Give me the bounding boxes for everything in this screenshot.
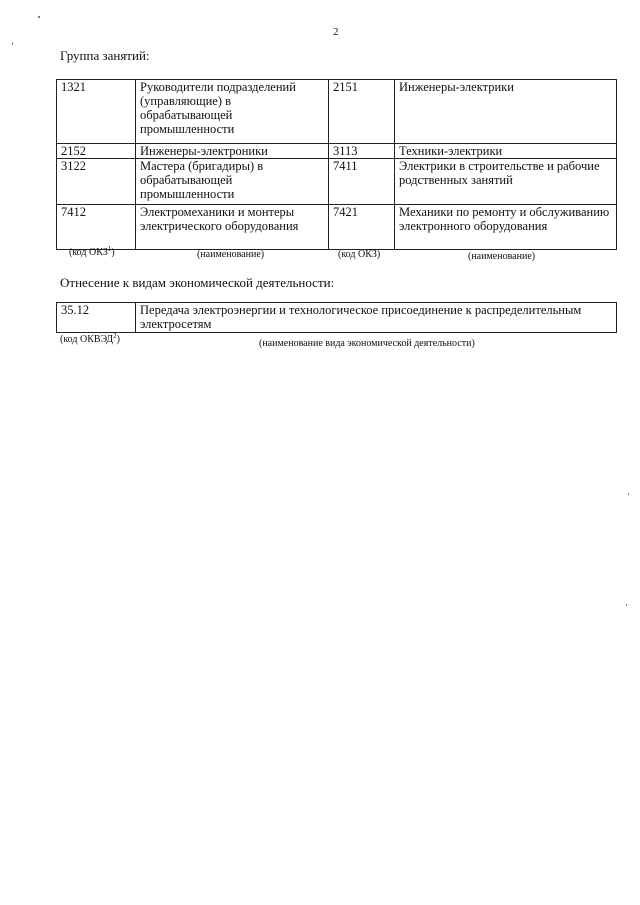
- occupation-name-cell: Инженеры-электрики: [395, 80, 617, 144]
- okz-code-cell: 3122: [57, 159, 136, 205]
- table-row: [57, 159, 617, 205]
- activity-name-caption: (наименование вида экономической деятельности): [259, 338, 475, 349]
- economic-activity-title: Отнесение к видам экономической деятельности:: [60, 275, 335, 290]
- name-caption: (наименование): [197, 249, 265, 260]
- scan-speck: [628, 493, 629, 495]
- occupation-group-title: Группа занятий:: [60, 48, 150, 63]
- okz-code-caption: (код ОКЗ): [338, 249, 381, 260]
- occupation-name-cell: Мастера (бригадиры) в обрабатывающей промышленности: [136, 159, 329, 205]
- okz-code-cell: 7412: [57, 205, 136, 250]
- economic-activity-table: [56, 302, 617, 333]
- page-number: 2: [333, 26, 339, 38]
- occupation-name-cell: Электрики в строительстве и рабочие родственных занятий: [395, 159, 617, 205]
- okved-code-cell: 35.12: [57, 303, 136, 333]
- okz-code-caption: (код ОКЗ$^1$): [69, 245, 115, 258]
- okz-code-cell: 7421: [329, 205, 395, 250]
- scan-speck: [38, 16, 40, 18]
- okz-code-cell: 2151: [329, 80, 395, 144]
- name-caption: (наименование): [468, 251, 536, 262]
- okz-code-cell: 3113: [329, 144, 395, 159]
- occupation-name-cell: Инженеры-электроники: [136, 144, 329, 159]
- table-row: [57, 144, 617, 159]
- okz-code-cell: 7411: [329, 159, 395, 205]
- activity-name-cell: Передача электроэнергии и технологическое присоединение к распределительным электросетям: [136, 303, 617, 333]
- table-row: [57, 205, 617, 250]
- occupation-name-cell: Механики по ремонту и обслуживанию электронного оборудования: [395, 205, 617, 250]
- scan-speck: [12, 42, 13, 45]
- scan-speck: [626, 604, 627, 606]
- occupation-name-cell: Техники-электрики: [395, 144, 617, 159]
- occupation-group-table: [56, 79, 617, 250]
- okz-code-cell: 1321: [57, 80, 136, 144]
- occupation-name-cell: Электромеханики и монтеры электрического оборудования: [136, 205, 329, 250]
- table-row: [57, 80, 617, 144]
- okz-code-cell: 2152: [57, 144, 136, 159]
- okved-code-caption: (код ОКВЭД$^2$): [60, 332, 120, 345]
- occupation-name-cell: Руководители подразделений (управляющие) в обрабатывающей промышленности: [136, 80, 329, 144]
- table-row: [57, 303, 617, 333]
